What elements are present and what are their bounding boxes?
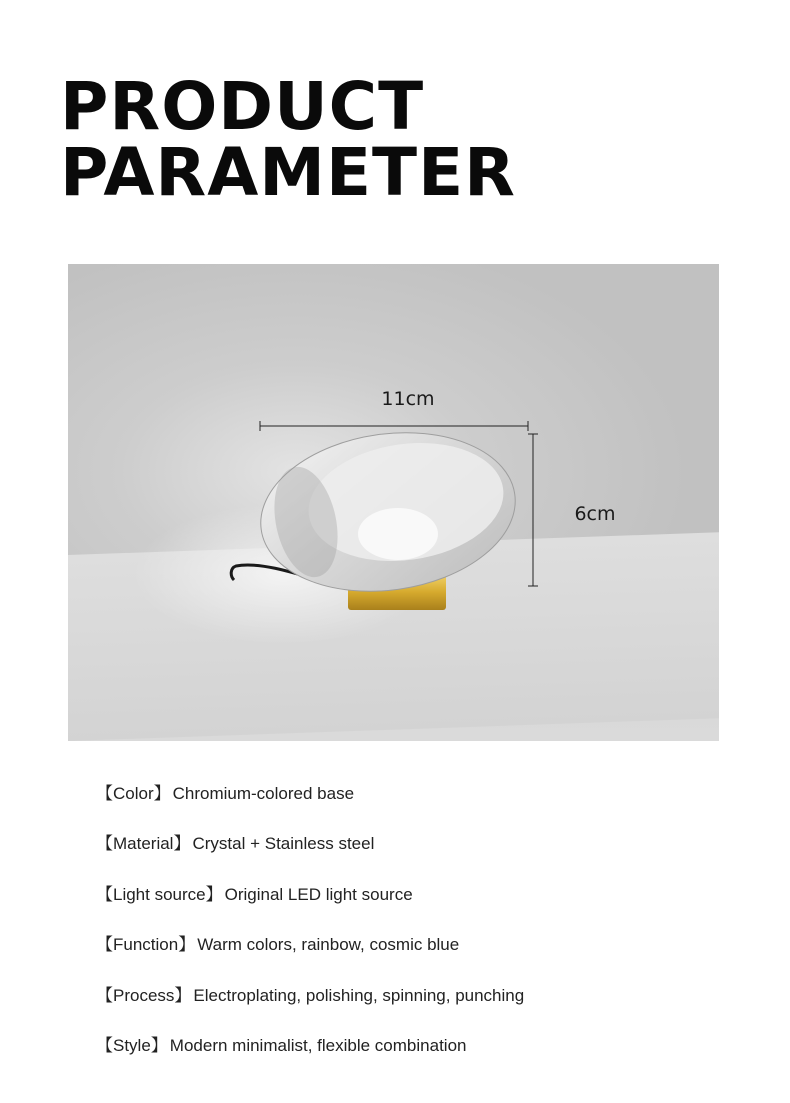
- spec-key: 【Function】: [96, 935, 196, 955]
- product-illustration: [68, 264, 719, 741]
- spec-item-light-source: [96, 884, 524, 934]
- spec-key: 【Material】: [96, 834, 191, 854]
- spec-key: 【Style】: [96, 1035, 168, 1055]
- crystal-light-core: [358, 508, 438, 560]
- page-title: [60, 68, 516, 211]
- title-line-2: PARAMETER: [60, 134, 516, 211]
- spec-value: Original LED light source: [224, 884, 413, 904]
- spec-item-style: [96, 1035, 524, 1085]
- spec-item-color: [96, 783, 524, 833]
- spec-key: 【Process】: [96, 985, 192, 1005]
- spec-key: 【Color】: [96, 784, 171, 803]
- spec-list: [96, 783, 524, 1085]
- spec-value: Electroplating, polishing, spinning, punching: [193, 985, 525, 1005]
- spec-value: Modern minimalist, flexible combination: [169, 1035, 467, 1055]
- spec-key: 【Light source】: [96, 884, 223, 904]
- spec-value: Chromium-colored base: [172, 784, 355, 803]
- height-label: 6cm: [574, 503, 616, 525]
- spec-item-function: [96, 934, 524, 984]
- title-line-1: PRODUCT: [60, 68, 425, 145]
- spec-item-material: [96, 833, 524, 883]
- spec-value: Crystal + Stainless steel: [192, 834, 375, 854]
- spec-value: Warm colors, rainbow, cosmic blue: [197, 935, 460, 955]
- width-label: 11cm: [381, 388, 435, 410]
- product-photo: [68, 264, 719, 741]
- spec-item-process: [96, 985, 524, 1035]
